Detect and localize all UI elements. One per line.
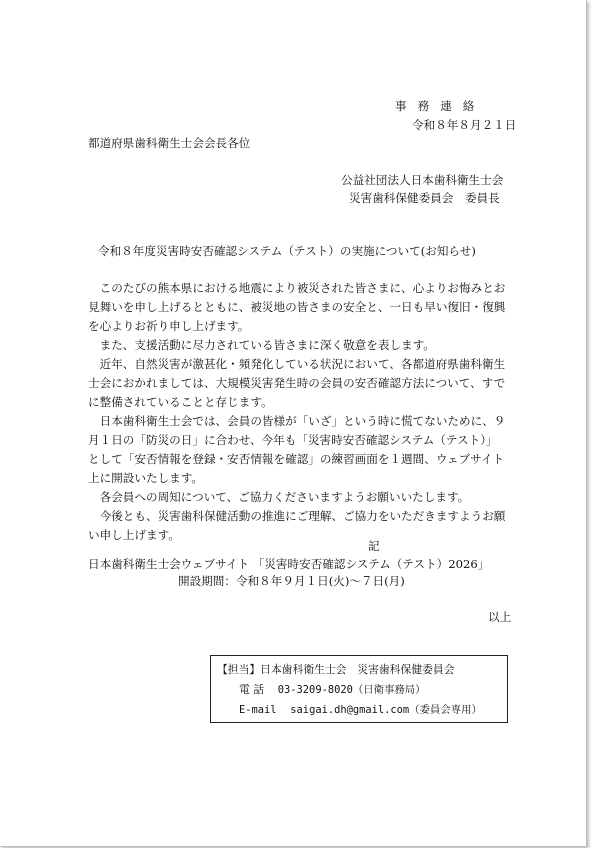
addressee: 都道府県歯科衛生士会会長各位 (88, 136, 251, 150)
body-paragraph: 日本歯科衛生士会では、会員の皆様が「いざ」という時に慌てないために、９月１日の「防災の日」に合わせ、今年も「災害時安否確認システム（テスト）」として「安否情報を登録・安否情報を確認」の練習画面を１週間、ウェブサイト上に開設いたします。 (88, 414, 506, 485)
open-period: 開設期間：令和８年９月１日(火)～７日(月) (178, 574, 405, 588)
document-body (88, 279, 508, 545)
record-heading: 記 (368, 539, 380, 553)
phone-label: 電 話 (239, 683, 265, 696)
email-label: E-mail (239, 704, 277, 716)
body-paragraph: また、支援活動に尽力されている皆さまに深く敬意を表します。 (99, 338, 435, 352)
sender-committee: 災害歯科保健委員会 委員長 (349, 191, 500, 205)
phone-number: 03-3209-8020（日衛事務局） (277, 684, 426, 696)
website-name: 日本歯科衛生士会ウェブサイト 「災害時安否確認システム（テスト）2026」 (88, 557, 490, 571)
contact-person: 【担当】日本歯科衛生士会 災害歯科保健委員会 (217, 663, 455, 676)
document-subject: 令和８年度災害時安否確認システム（テスト）の実施について(お知らせ) (98, 244, 476, 258)
body-paragraph: 各会員への周知について、ご協力くださいますようお願いいたします。 (99, 490, 470, 504)
contact-phone-row (239, 682, 426, 698)
contact-box (210, 655, 508, 723)
sender-organization: 公益社団法人日本歯科衛生士会 (341, 173, 504, 187)
body-paragraph: 近年、自然災害が激甚化・頻発化している状況において、各都道府県歯科衛生士会におかれましては、大規模災害発生時の会員の安否確認方法について、すでに整備されていることと存じます。 (88, 357, 506, 409)
body-paragraph: 今後とも、災害歯科保健活動の推進にご理解、ご協力をいただきますようお願い申し上げます。 (88, 509, 506, 542)
body-paragraph: このたびの熊本県における地震により被災された皆さまに、心よりお悔みとお見舞いを申し上げるとともに、被災地の皆さまの安全と、一日も早い復旧・復興を心よりお祈り申し上げます。 (88, 281, 506, 333)
email-address: saigai.dh@gmail.com（委員会専用） (290, 704, 482, 716)
closing-mark: 以上 (488, 610, 512, 624)
notice-type: 事務連絡 (395, 99, 486, 113)
document-date: 令和８年８月２１日 (412, 118, 517, 132)
contact-email-row (239, 702, 482, 718)
